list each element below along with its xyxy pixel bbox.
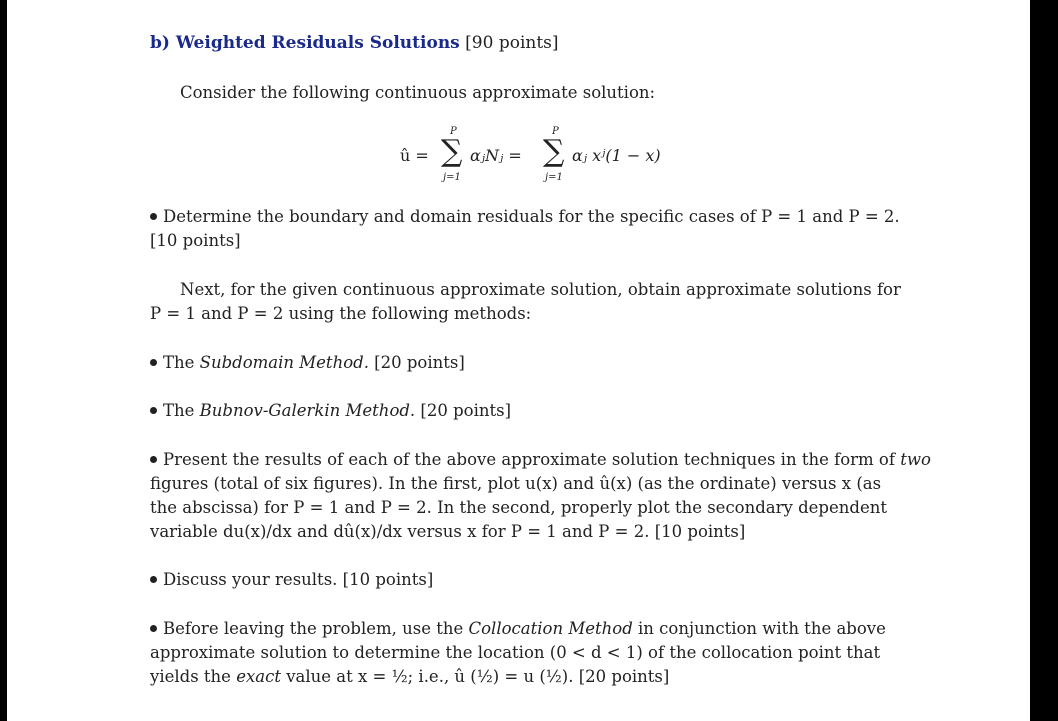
bullet-1-line-2: [10 points] (150, 231, 241, 250)
sum1-lower: j=1 (443, 172, 461, 183)
bullet-2-points: [20 points] (368, 353, 465, 372)
bullet-icon (150, 625, 157, 632)
bullet-6-text-3c: value at x = ½; i.e., û (½) = u (½). [20 points] (280, 667, 670, 686)
galerkin-method-label: Bubnov-Galerkin Method. (199, 401, 416, 420)
bullet-3-prefix: The (163, 401, 200, 420)
bullet-3-points: [20 points] (415, 401, 512, 420)
equation-term1: αⱼNⱼ = (470, 146, 522, 165)
bullet-6-line-3 (150, 665, 669, 689)
bullet-icon (150, 407, 157, 414)
bullet-icon (150, 456, 157, 463)
bullet-galerkin (150, 399, 511, 423)
equation (400, 120, 720, 200)
bullet-4-emph: two (900, 450, 931, 469)
equation-lhs: û = (400, 146, 429, 165)
bullet-5-text: Discuss your results. [10 points] (163, 570, 434, 589)
collocation-method-label: Collocation Method (468, 619, 633, 638)
bullet-1-line-1 (150, 205, 900, 229)
sum1-upper: P (450, 126, 457, 137)
next-para-line-2: P = 1 and P = 2 using the following methods: (150, 304, 532, 323)
sum2-upper: P (552, 126, 559, 137)
bullet-icon (150, 576, 157, 583)
equation-term2: αⱼ xʲ(1 − x) (572, 146, 661, 165)
left-border (0, 0, 7, 721)
bullet-6-text-a: Before leaving the problem, use the (163, 619, 469, 638)
bullet-4-line-2: figures (total of six figures). In the first, plot u(x) and û(x) (as the ordinate) versus x (as (150, 474, 882, 493)
sum2-symbol: ∑ (543, 134, 565, 169)
bullet-6-text-3a: yields the (150, 667, 237, 686)
exact-emph: exact (236, 667, 281, 686)
subdomain-method-label: Subdomain Method. (199, 353, 369, 372)
bullet-4-line-4: variable du(x)/dx and dû(x)/dx versus x for P = 1 and P = 2. [10 points] (150, 522, 746, 541)
sum1-symbol: ∑ (441, 134, 463, 169)
intro-text: Consider the following continuous approximate solution: (180, 83, 656, 102)
bullet-4-line-3: the abscissa) for P = 1 and P = 2. In the second, properly plot the secondary dependent (150, 498, 887, 517)
right-border (1030, 0, 1058, 721)
bullet-6-text-c: in conjunction with the above (632, 619, 886, 638)
next-para-line-1: Next, for the given continuous approximate solution, obtain approximate solutions for (180, 280, 901, 299)
bullet-6-line-2: approximate solution to determine the location (0 < d < 1) of the collocation point that (150, 643, 881, 662)
bullet-icon (150, 213, 157, 220)
bullet-subdomain (150, 351, 465, 375)
bullet-discuss (150, 568, 433, 592)
bullet-1-text: Determine the boundary and domain residuals for the specific cases of P = 1 and P = 2. (163, 207, 900, 226)
bullet-icon (150, 359, 157, 366)
bullet-4-line-1 (150, 448, 931, 472)
bullet-6-line-1 (150, 617, 886, 641)
section-heading (150, 33, 559, 53)
section-points: [90 points] (465, 33, 559, 53)
sum2-lower: j=1 (545, 172, 563, 183)
bullet-2-prefix: The (163, 353, 200, 372)
section-title: b) Weighted Residuals Solutions (150, 33, 460, 53)
bullet-4-text-a: Present the results of each of the above approximate solution techniques in the form of (163, 450, 901, 469)
